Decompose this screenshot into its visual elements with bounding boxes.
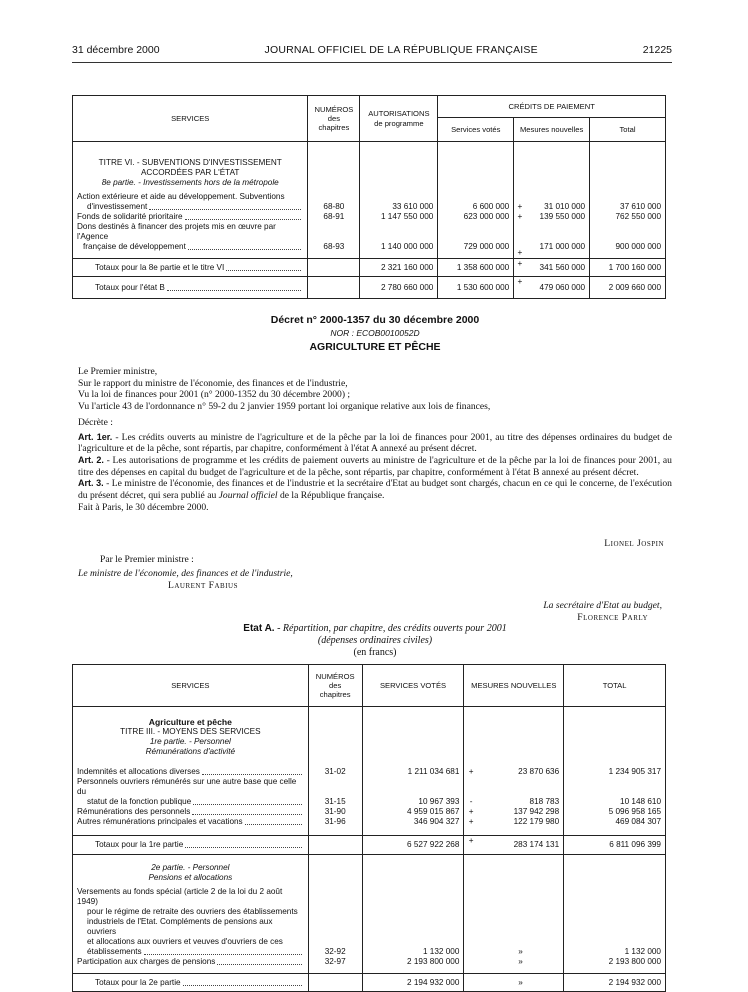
col-header-services: SERVICES <box>73 96 308 142</box>
etat-a-title: - Répartition, par chapitre, des crédits ouverts pour 2001 <box>274 623 507 634</box>
journal-officiel-ref: Journal officiel <box>218 490 278 502</box>
row-label: Action extérieure et aide au développement. Subventions <box>77 192 285 201</box>
mesures-value: 31 010 000 <box>526 192 590 212</box>
total-value: 10 148 610 <box>564 777 666 807</box>
secretaire-name: Florence Parly <box>577 611 648 623</box>
total-value: 900 000 000 <box>590 222 666 259</box>
row-label: statut de la fonction publique <box>87 797 192 807</box>
par-premier-ministre: Par le Premier ministre : <box>100 553 194 565</box>
autorisations-total: 2 321 160 000 <box>360 259 438 277</box>
decree-heading <box>78 314 672 354</box>
total-label: Totaux pour la 1re partie <box>95 840 184 850</box>
chapter-number: 31-96 <box>308 817 362 836</box>
col-header-numeros: NUMÉROS des chapitres <box>308 665 362 707</box>
signatures <box>78 538 672 623</box>
article-1 <box>78 432 672 455</box>
table-row <box>73 192 666 212</box>
row-label: Personnels ouvriers rémunérés sur une autre base que celle du <box>77 777 297 797</box>
sign: + <box>514 222 526 259</box>
mesures-value: 23 870 636 <box>478 767 564 777</box>
row-label: Fonds de solidarité prioritaire <box>77 212 183 221</box>
mesures-value: » <box>478 957 564 974</box>
titre-iii-heading: TITRE III. - MOYENS DES SERVICES <box>120 727 261 737</box>
row-label: industriels de l'Etat. Compléments de pensions aux ouvriers <box>87 917 273 937</box>
total-label: Totaux pour l'état B <box>95 283 165 292</box>
row-label: française de développement <box>83 242 186 251</box>
article-2-label: Art. 2. <box>78 454 104 465</box>
etat-a-table <box>72 664 666 992</box>
votes-value: 729 000 000 <box>438 222 514 259</box>
mesures-total: 479 060 000 <box>526 277 590 299</box>
article-3-label: Art. 3. <box>78 478 104 489</box>
votes-value: 623 000 000 <box>438 212 514 222</box>
etat-a-heading <box>78 623 672 660</box>
col-header-total: TOTAL <box>564 665 666 707</box>
total-value: 762 550 000 <box>590 212 666 222</box>
col-header-numeros: NUMÉROS des chapitres <box>308 96 360 142</box>
votes-value: 346 904 327 <box>362 817 464 836</box>
total-value: 2 193 800 000 <box>564 957 666 974</box>
chapter-number: 31-90 <box>308 807 362 817</box>
table-row <box>73 212 666 222</box>
votes-value: 2 193 800 000 <box>362 957 464 974</box>
table-row <box>73 767 666 777</box>
preamble-line: Sur le rapport du ministre de l'économie, des finances et de l'industrie, <box>78 377 348 389</box>
votes-total: 1 530 600 000 <box>438 277 514 299</box>
total-row-1re-partie <box>73 836 666 855</box>
chapter-number: 68-91 <box>308 212 360 222</box>
mesures-total: 283 174 131 <box>478 836 564 855</box>
mesures-total: » <box>478 974 564 992</box>
row-label: Indemnités et allocations diverses <box>77 767 200 777</box>
partie-2-heading: 2e partie. - Personnel <box>151 863 230 873</box>
row-label: Autres rémunérations principales et vacations <box>77 817 243 827</box>
page-header <box>72 44 672 60</box>
col-header-credits: CRÉDITS DE PAIEMENT <box>438 96 666 118</box>
votes-value: 10 967 393 <box>362 777 464 807</box>
grand-total: 2 194 932 000 <box>564 974 666 992</box>
votes-total: 1 358 600 000 <box>438 259 514 277</box>
autorisations-total: 2 780 660 000 <box>360 277 438 299</box>
col-header-total: Total <box>590 118 666 142</box>
mesures-value: 137 942 298 <box>478 807 564 817</box>
row-label: pour le régime de retraite des ouvriers des établissements <box>87 907 298 917</box>
ministre-title: Le ministre de l'économie, des finances et de l'industrie, <box>78 568 293 580</box>
mesures-value: 122 179 980 <box>478 817 564 836</box>
table-row <box>73 957 666 974</box>
etat-a-label: Etat A. <box>243 623 275 634</box>
col-header-autorisations: AUTORISATIONS de programme <box>360 96 438 142</box>
decrete-line: Décrète : <box>78 416 113 428</box>
preamble-line: Le Premier ministre, <box>78 366 158 377</box>
article-1-label: Art. 1er. <box>78 431 113 442</box>
mesures-total: 341 560 000 <box>526 259 590 277</box>
ministry-title: AGRICULTURE ET PÊCHE <box>309 341 441 354</box>
article-1-text: - Les crédits ouverts au ministre de l'agriculture et de la pêche par la loi de finances pour 2001, au titre des dépenses ordinaires du budget de l'agriculture et de la pêche, sont répartis, par chapitre, conformément à l'état A annexé au présent décret. <box>78 431 672 455</box>
grand-total: 6 811 096 399 <box>564 836 666 855</box>
decree-body <box>78 366 672 513</box>
total-value: 469 084 307 <box>564 817 666 836</box>
titre-vi-line2: ACCORDÉES PAR L'ÉTAT <box>140 168 240 177</box>
row-label: Rémunérations des personnels <box>77 807 191 817</box>
total-row-8e-partie <box>73 259 666 277</box>
total-value: 1 132 000 <box>564 887 666 957</box>
etat-a-subtitle: (dépenses ordinaires civiles) <box>317 635 433 647</box>
votes-value: 1 211 034 681 <box>362 767 464 777</box>
col-header-mesures: MESURES NOUVELLES <box>464 665 564 707</box>
row-label: Participation aux charges de pensions <box>77 957 216 967</box>
chapter-number: 32-97 <box>308 957 362 974</box>
row-label: établissements <box>87 947 142 957</box>
total-value: 5 096 958 165 <box>564 807 666 817</box>
chapter-number: 32-92 <box>308 887 362 957</box>
article-3 <box>78 478 672 501</box>
votes-value: 6 600 000 <box>438 192 514 212</box>
preamble-line: Vu la loi de finances pour 2001 (n° 2000-1352 du 30 décembre 2000) ; <box>78 389 351 401</box>
grand-total: 1 700 160 000 <box>590 259 666 277</box>
partie-8-heading: 8e partie. - Investissements hors de la métropole <box>101 178 279 187</box>
col-header-mesures: Mesures nouvelles <box>514 118 590 142</box>
sign: + <box>514 277 526 299</box>
preamble-line: Vu l'article 43 de l'ordonnance n° 59-2 du 2 janvier 1959 portant loi organique relative aux lois de finances, <box>78 401 491 413</box>
row-label: d'investissement <box>87 202 148 211</box>
table-row <box>73 887 666 957</box>
col-header-votes: Services votés <box>438 118 514 142</box>
votes-total: 2 194 932 000 <box>362 974 464 992</box>
partie-1-heading: 1re partie. - Personnel <box>149 737 231 747</box>
decree-nor: NOR : ECOB0010052D <box>330 327 420 338</box>
col-header-services: SERVICES <box>73 665 309 707</box>
etat-a-unit: (en francs) <box>353 647 397 659</box>
sign: + <box>464 807 478 817</box>
sign: + <box>514 192 526 212</box>
article-3-text-end: de la République française. <box>277 490 385 502</box>
autorisations-value: 1 140 000 000 <box>360 222 438 259</box>
partie-1-subheading: Rémunérations d'activité <box>145 747 236 757</box>
titre-vi-line1: TITRE VI. - SUBVENTIONS D'INVESTISSEMENT <box>98 158 282 167</box>
sign: + <box>514 259 526 277</box>
secretaire-title: La secrétaire d'Etat au budget, <box>543 599 662 611</box>
mesures-value: » <box>478 887 564 957</box>
table-row <box>73 777 666 807</box>
signature-premier-ministre: Lionel Jospin <box>604 538 664 549</box>
article-2 <box>78 455 672 478</box>
total-label: Totaux pour la 8e partie et le titre VI <box>95 263 225 272</box>
mesures-value: 171 000 000 <box>526 222 590 259</box>
table-row <box>73 817 666 836</box>
table-row <box>73 222 666 259</box>
grand-total: 2 009 660 000 <box>590 277 666 299</box>
chapter-number: 68-93 <box>308 222 360 259</box>
chapter-number: 68-80 <box>308 192 360 212</box>
chapter-number: 31-15 <box>308 777 362 807</box>
votes-value: 4 959 015 867 <box>362 807 464 817</box>
decree-title: Décret n° 2000-1357 du 30 décembre 2000 <box>270 314 480 326</box>
fait-a-paris: Fait à Paris, le 30 décembre 2000. <box>78 501 209 513</box>
votes-total: 6 527 922 268 <box>362 836 464 855</box>
chapter-number: 31-02 <box>308 767 362 777</box>
total-row-2e-partie <box>73 974 666 992</box>
total-label: Totaux pour la 2e partie <box>95 978 181 988</box>
total-row-etat-b <box>73 277 666 299</box>
section-title: Agriculture et pêche <box>148 717 232 727</box>
votes-value: 1 132 000 <box>362 887 464 957</box>
row-label: Dons destinés à financer des projets mis en œuvre par l'Agence <box>77 222 276 241</box>
autorisations-value: 1 147 550 000 <box>360 212 438 222</box>
table-row <box>73 807 666 817</box>
article-3-text: - Le ministre de l'économie, des finances et de l'industrie et la secrétaire d'Etat au budget sont chargés, chacun en ce qui le concerne, de l'exécution du présent décret, qui sera publié au <box>78 478 672 502</box>
ministre-name: Laurent Fabius <box>168 580 238 592</box>
sign: - <box>464 777 478 807</box>
sign: + <box>464 767 478 777</box>
sign: + <box>464 836 478 855</box>
mesures-value: 818 783 <box>478 777 564 807</box>
total-value: 37 610 000 <box>590 192 666 212</box>
sign: + <box>464 817 478 836</box>
row-label: Versements au fonds spécial (article 2 de la loi du 2 août 1949) <box>77 887 283 907</box>
article-2-text: - Les autorisations de programme et les crédits de paiement ouverts au ministre de l'agriculture et de la pêche par la loi de finances pour 2001, au titre des dépenses en capital du budget de l'agriculture et de la pêche, sont répartis, par chapitre, conformément à l'état B annexé au présent décret. <box>78 454 672 478</box>
row-label: et allocations aux ouvriers et veuves d'ouvriers de ces <box>87 937 283 947</box>
mesures-value: 139 550 000 <box>526 212 590 222</box>
header-journal-title: JOURNAL OFFICIEL DE LA RÉPUBLIQUE FRANÇAISE <box>264 44 538 56</box>
etat-b-table <box>72 95 666 299</box>
header-date: 31 décembre 2000 <box>72 44 160 56</box>
sign: + <box>514 212 526 222</box>
header-page-number: 21225 <box>642 44 672 56</box>
total-value: 1 234 905 317 <box>564 767 666 777</box>
autorisations-value: 33 610 000 <box>360 192 438 212</box>
col-header-votes: SERVICES VOTÉS <box>362 665 464 707</box>
partie-2-subheading: Pensions et allocations <box>148 873 233 883</box>
header-rule <box>72 62 672 63</box>
